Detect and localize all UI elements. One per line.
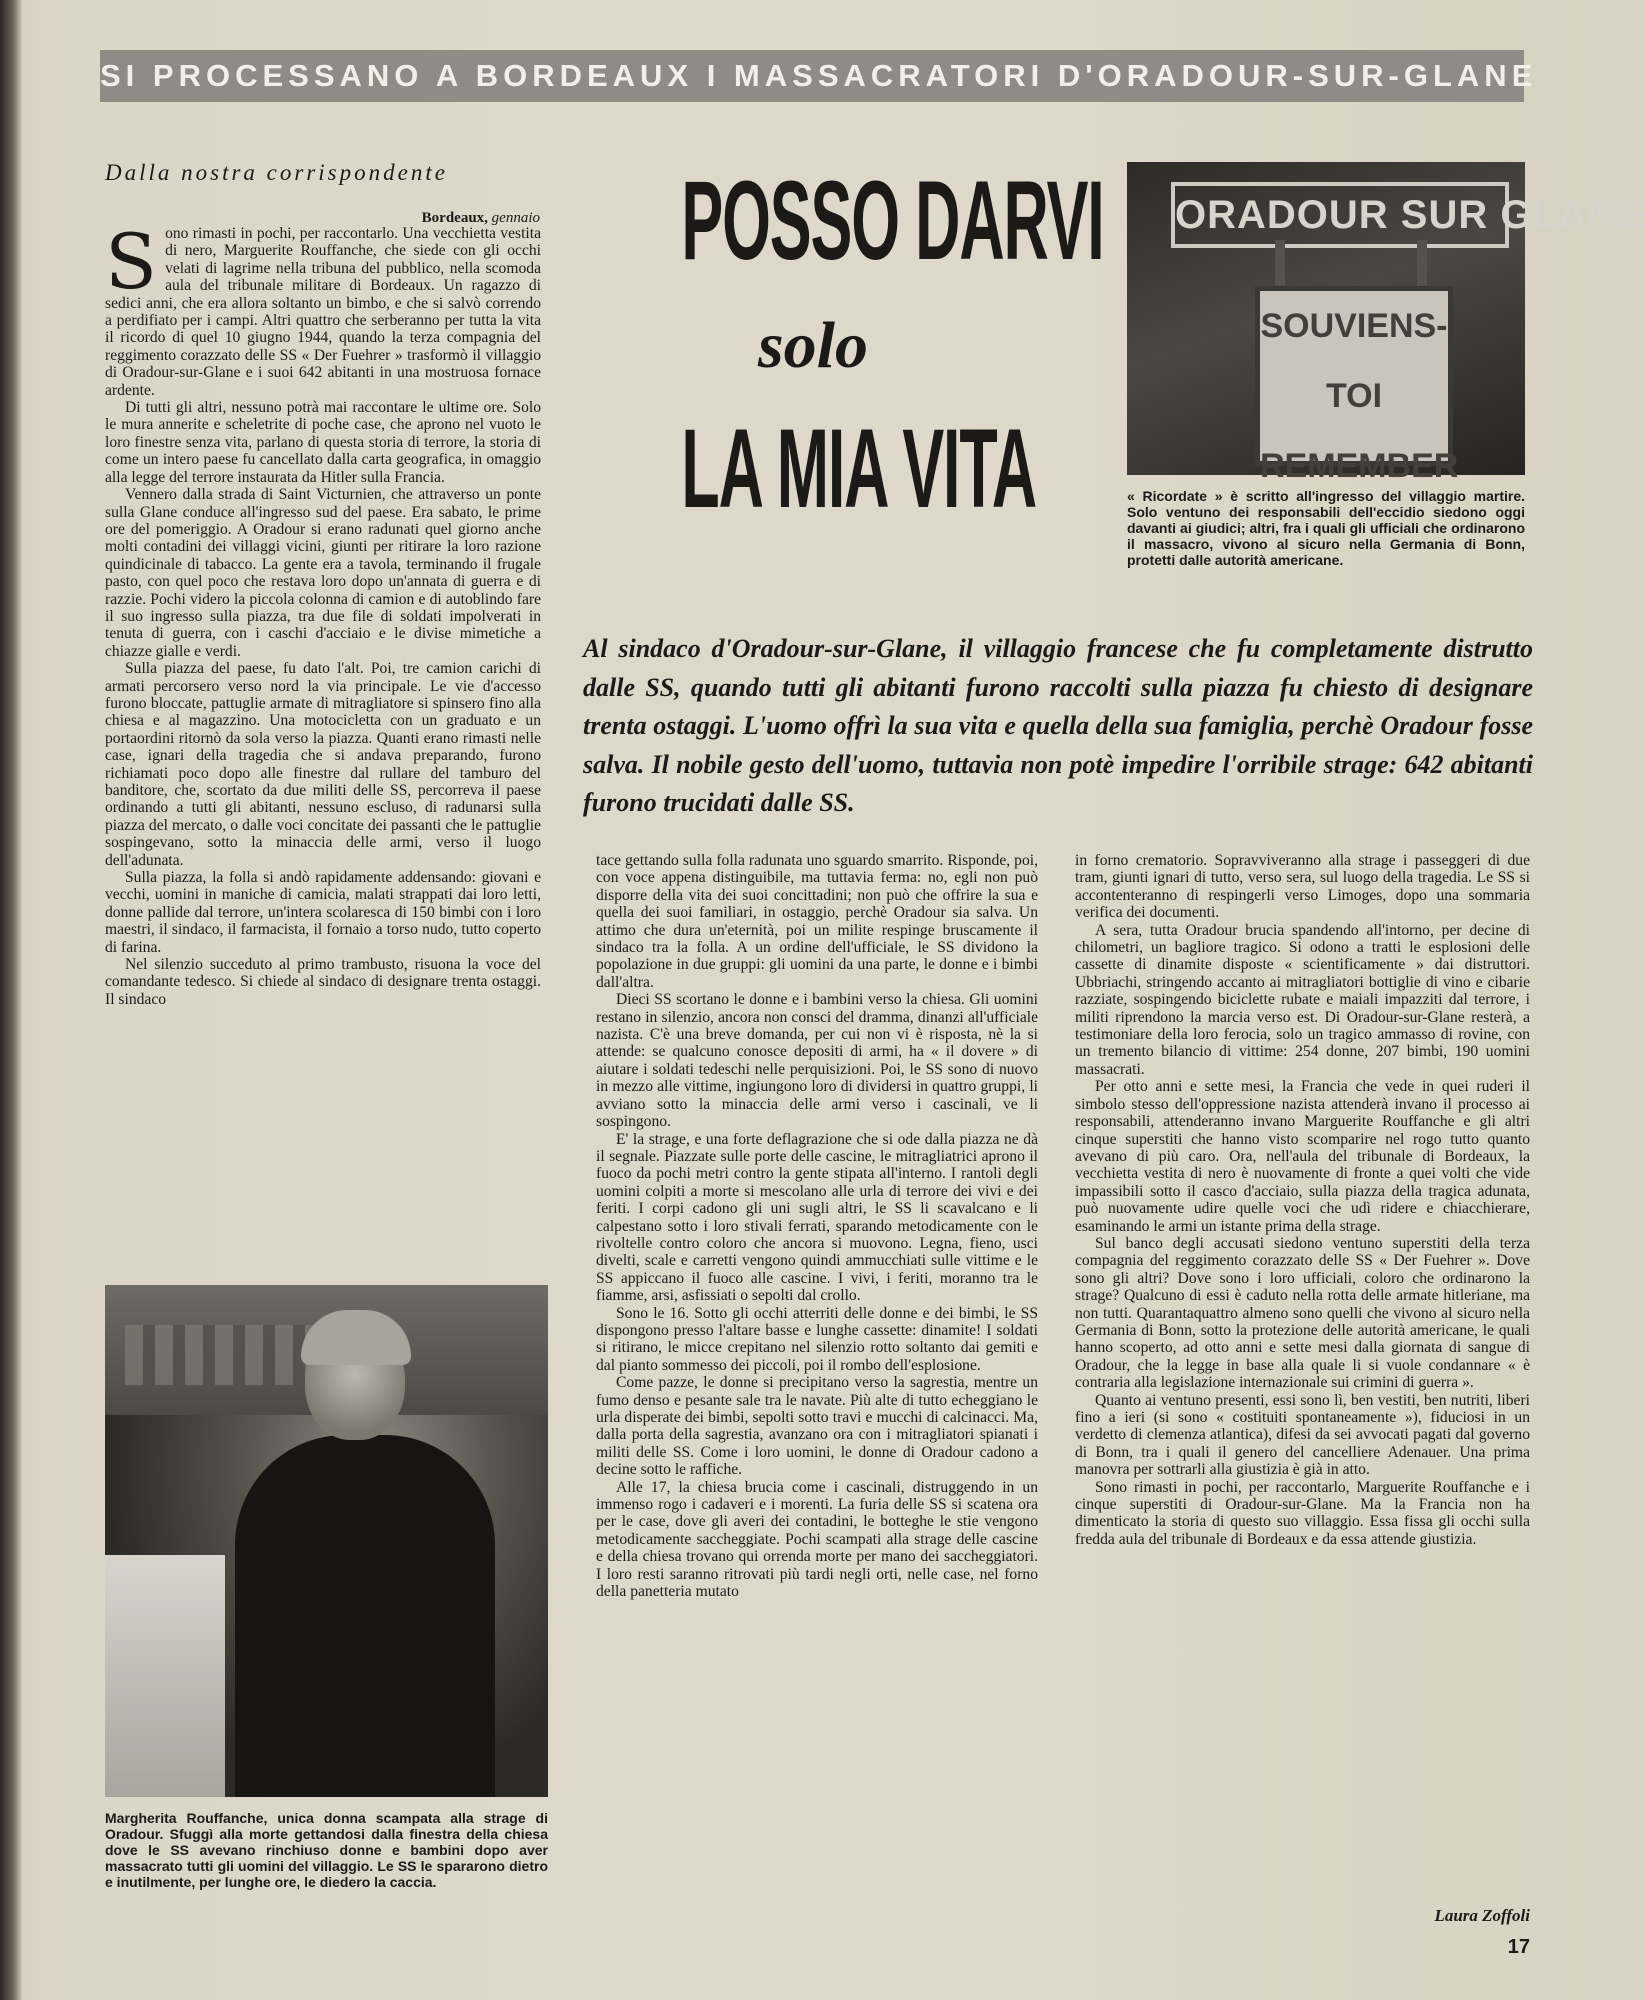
article-paragraph: A sera, tutta Oradour brucia spandendo all'intorno, per decine di chilometri, un bagliore tragico. Si odono a tratti le esplosioni delle cassette di dinamite disposte « scientificamente » dai distruttori. Ubbriachi, stringendo accanto ai mitragliatori bottiglie di vino e cibarie razziate, sospingendo biciclette rubate e maiali impazziti dal terrore, i militi riprendono la marcia verso est. Di Oradour-sur-Glane resterà, a testimoniare della loro ferocia, solo un tragico ammasso di rovine, con un tremento bilancio di vittime: 254 donne, 207 bimbi, 190 uomini massacrati.	[1075, 921, 1530, 1078]
author-signature: Laura Zoffoli	[1434, 1906, 1530, 1925]
article-column-3	[1075, 852, 1530, 1897]
article-column-2	[596, 852, 1038, 1892]
dateline-date: gennaio	[491, 210, 540, 226]
photo-caption-1: « Ricordate » è scritto all'ingresso del villaggio martire. Solo ventuno dei responsabili dell'eccidio siedono oggi davanti ai giudici; altri, fra i quali gli ufficiali che ordinarono il massacro, vivono al sicuro nella Germania di Bonn, protetti dalle autorità americane.	[1127, 488, 1525, 568]
article-paragraph: Quanto ai ventuno presenti, essi sono lì, ben vestiti, ben nutriti, liberi fino a ieri (si sono « costituiti spontaneamente »), fiduciosi in un verdetto di clemenza atlantica), difesi da sei avvocati pagati dal governo di Bonn, tra i quali il genero del cancelliere Adenauer. Una prima manovra per sottrarli alla giustizia è già in atto.	[1075, 1391, 1530, 1479]
article-paragraph: Sulla piazza, la folla si andò rapidamente addensando: giovani e vecchi, uomini in maniche di camicia, malati strappati dai loro letti, donne pallide dal terrore, un'intera scolaresca di 150 bimbi con i loro maestri, il sindaco, il farmacista, il fornaio a torso nudo, tutto coperto di farina.	[105, 869, 541, 956]
binding-spine	[0, 0, 22, 2000]
article-paragraph: Vennero dalla strada di Saint Victurnien, che attraverso un ponte sulla Glane conduce all'ingresso sud del paese. Era sabato, le prime ore del pomeriggio. A Oradour si erano radunati quel giorno anche molti contadini dei villaggi vicini, giunti per ritirare la loro razione quindicinale di tabacco. La gente era a tavola, terminando il frugale pasto, con quel poco che restava loro dopo un'annata di guerra e di razzie. Pochi videro la piccola colonna di camion e di autoblindo fare il suo ingresso sulla piazza, tra due file di soldati impolverati in tenuta di guerra, con i caschi d'acciaio e le divise mimetiche a chiazze gialle e verdi.	[105, 486, 541, 660]
remember-sign-line-1: SOUVIENS-TOI	[1260, 307, 1448, 415]
article-paragraph: Nel silenzio succeduto al primo trambusto, risuona la voce del comandante tedesco. Si chiede al sindaco di designare trenta ostaggi. Il sindaco	[105, 956, 541, 1008]
headline-line-1: POSSO DARVI	[681, 158, 1104, 283]
article-paragraph: Come pazze, le donne si precipitano verso la sagrestia, mentre un fumo denso e pesante sale tra le navate. Più alte di tutto echeggiano le urla disperate dei bimbi, sepolti sotto travi e mucchi di calcinacci. Ma, dalla porta della sagrestia, avanzano ora con i mitragliatori spianati i militi delle SS. Come i loro uomini, le donne di Oradour cadono a decine sotto le raffiche.	[596, 1374, 1038, 1479]
headline	[578, 158, 1104, 531]
article-paragraph: tace gettando sulla folla radunata uno sguardo smarrito. Risponde, poi, con voce appena distinguibile, ma tuttavia ferma: no, egli non può disporre della vita dei suoi concittadini; non può che offrire la sua e quella dei suoi familiari, in ostaggio, perchè Oradour sia salva. Un attimo che dura un'eternità, poi un milite respinge bruscamente il sindaco tra la folla. A un ordine dell'ufficiale, le SS dividono la popolazione in due gruppi: gli uomini da una parte, le donne e i bimbi dall'altra.	[596, 852, 1038, 991]
photo-figure-body	[235, 1435, 495, 1797]
page-number: 17	[1507, 1936, 1530, 1958]
photo-village-sign	[1127, 162, 1645, 485]
photo-table	[105, 1555, 225, 1797]
article-paragraph: Sono rimasti in pochi, per raccontarlo, Marguerite Rouffanche e i cinque superstiti di Oradour-sur-Glane. Ma la Francia non ha dimenticato la storia di questo suo villaggio. Essa fissa gli occhi sulla fredda aula del tribunale di Bordeaux e da essa attende giustizia.	[1075, 1478, 1530, 1548]
headline-line-2: solo	[757, 309, 869, 382]
article-paragraph: Alle 17, la chiesa brucia come i cascinali, distruggendo in un immenso rogo i cadaveri e i morenti. La furia delle SS si scatena ora per le case, dove gli averi dei contadini, le botteghe le stie vengono metodicamente saccheggiate. Pochi scampati alla strage delle cascine e della chiesa trovano qui orrenda morte per mano dei saccheggiatori. I loro resti saranno ritrovati più tardi negli orti, nelle case, nel forno della panetteria mutato	[596, 1478, 1038, 1601]
article-paragraph: in forno crematorio. Sopravviveranno alla strage i passeggeri di due tram, giunti ignari di tutto, verso sera, sul luogo della tragedia. Le SS si accontenteranno di respingerli verso Limoges, dopo una sommaria verifica dei documenti.	[1075, 852, 1530, 922]
drop-cap: S	[105, 217, 158, 306]
dateline-place: Bordeaux,	[421, 210, 488, 226]
photo-caption-2: Margherita Rouffanche, unica donna scampata alla strage di Oradour. Sfuggì alla morte gettandosi dalla finestra della chiesa dove le SS avevano rinchiuso donne e bambini dopo aver massacrato tutti gli uomini del villaggio. Le SS le spararono dietro e inutilmente, per lunghe ore, le diedero la caccia.	[105, 1810, 548, 1890]
article-paragraph: Per otto anni e sette mesi, la Francia che vede in quei ruderi il simbolo stesso dell'oppressione nazista attenderà invano il processo ai responsabili, attenderanno invano Marguerite Rouffanche e gli altri cinque superstiti che hanno visto scomparire nel rogo tutto quanto avevano di più caro. Ora, nell'aula del tribunale di Bordeaux, la vecchietta vestita di nero è nuovamente di fronte a quei volti che vide impassibili sotto il casco d'acciaio, sulla piazza della tragica adunata, può nuovamente udire quelle voci che udì ridere e chiacchierare, esaminando le armi un istante prima della strage.	[1075, 1078, 1530, 1235]
article-paragraph: Di tutti gli altri, nessuno potrà mai raccontare le ultime ore. Solo le mura annerite e scheletrite di poche case, che aprono nel vuoto le loro finestre senza vita, parlano di questa storia di terrore, la storia di come un intero paese fu cancellato dalla carta geografica, in omaggio alla legge del terrore instaurata da Hitler sulla Francia.	[105, 399, 541, 486]
remember-sign-line-2: REMEMBER	[1260, 447, 1459, 485]
article-paragraph: Sono le 16. Sotto gli occhi atterriti delle donne e dei bimbi, le SS dispongono presso l'altare basse e lunghe cassette: dinamite! I soldati si ritirano, le micce crepitano nel silenzio rotto soltanto dai gemiti e dal pianto sommesso dei piccoli, poi il rombo dell'esplosione.	[596, 1304, 1038, 1374]
byline: Dalla nostra corrispondente	[105, 160, 448, 185]
lead-paragraph: Al sindaco d'Oradour-sur-Glane, il villaggio francese che fu completamente distrutto dalle SS, quando tutti gli abitanti furono raccolti sulla piazza fu chiesto di designare trenta ostaggi. L'uomo offrì la sua vita e quella della sua famiglia, perchè Oradour fosse salva. Il nobile gesto dell'uomo, tuttavia non potè impedire l'orribile strage: 642 abitanti furono trucidati dalle SS.	[583, 634, 1533, 817]
photo-shelf	[125, 1325, 325, 1385]
village-name-sign: ORADOUR SUR GLANE	[1171, 182, 1509, 248]
article-paragraph: Sul banco degli accusati siedono ventuno superstiti della terza compagnia del reggimento corazzato delle SS « Der Fuehrer ». Dove sono gli altri? Dove sono i loro ufficiali, coloro che ordinarono la strage? Qualcuno di essi è caduto nella rotta delle armate hitleriane, ma non tutti. Quarantaquattro almeno sono quelli che vivono al sicuro nella Germania di Bonn, sotto la protezione delle autorità americane, le quali hanno scoperto, ad otto anni e sette mesi dalla giornata di sangue di Oradour, che la legge in base alla quale li si vuole condannare « è contraria alla legislazione internazionale sui crimini di guerra ».	[1075, 1234, 1530, 1392]
headline-line-3: LA MIA VITA	[681, 406, 1037, 531]
article-paragraph: Dieci SS scortano le donne e i bambini verso la chiesa. Gli uomini restano in silenzio, ancora non consci del dramma, dinanzi all'ufficiale nazista. C'è una breve domanda, per cui non vi è risposta, nè la si attende: se qualcuno conosce depositi di armi, ha « il dovere » di aiutare i soldati tedeschi nelle perquisizioni. Poi, le SS sono di nuovo in mezzo alle vittime, ingiungono loro di dividersi in quattro gruppi, li avviano sotto la minaccia delle armi verso i cascinali, ve li sospingono.	[596, 991, 1038, 1131]
article-paragraph: E' la strage, e una forte deflagrazione che si ode dalla piazza ne dà il segnale. Piazzate sulle porte delle cascine, le mitragliatrici aprono il fuoco da pochi metri contro la gente stipata all'interno. I rantoli degli uomini colpiti a morte si mescolano alle urla di terrore dei vivi e dei feriti. I corpi cadono gli uni sugli altri, le SS li scavalcano e li calpestano sotto i loro stivali ferrati, sparando metodicamente con le rivoltelle contro coloro che ancora si muovono. Legna, fieno, usci divelti, scale e carretti vengono quindi ammucchiati sulle vittime e le SS appiccano il fuoco alle cascine. I vivi, i feriti, moranno tra le fiamme, arsi, asfissiati o sepolti dal crollo.	[596, 1130, 1038, 1305]
article-paragraph: Sono rimasti in pochi, per raccontarlo. Una vecchietta vestita di nero, Marguerite Rouffanche, che siede con gli occhi velati di lagrime nella tribuna del pubblico, nella scomoda aula del tribunale militare di Bordeaux. Un ragazzo di sedici anni, che era allora soltanto un bimbo, e che si salvò correndo a perdifiato per i campi. Altri quattro che serberanno per tutta la vita il ricordo di quel 10 giugno 1944, quando la terza compagnia del reggimento corazzato delle SS « Der Fuehrer » trasformò il villaggio di Oradour-sur-Glane e i suoi 642 abitanti in una mostruosa fornace ardente.	[105, 217, 541, 399]
kicker-banner: SI PROCESSANO A BORDEAUX I MASSACRATORI D'ORADOUR-SUR-GLANE	[100, 50, 1524, 102]
photo-rouffanche	[105, 1285, 548, 1797]
article-paragraph: Sulla piazza del paese, fu dato l'alt. Poi, tre camion carichi di armati percorsero verso nord la via principale. Le vie d'accesso furono bloccate, pattuglie armate di mitragliatore si spinsero fino alla chiesa e al magazzino. Una motocicletta con un graduato e un portaordini ritornò da sola verso la piazza. Quanti erano rimasti nelle case, ignari della tragedia che si andava preparando, furono richiamati poco dopo alle finestre dal rullare del tamburo del banditore, che, scortato da due militi delle SS, percorreva il paese ordinando a tutti gli abitanti, nessuno escluso, di radunarsi sulla piazza del mercato, o dalle voci concitate dei passanti che le pattuglie sospingevano, sotto la minaccia delle armi, verso il luogo dell'adunata.	[105, 660, 541, 869]
remember-sign	[1255, 286, 1459, 485]
